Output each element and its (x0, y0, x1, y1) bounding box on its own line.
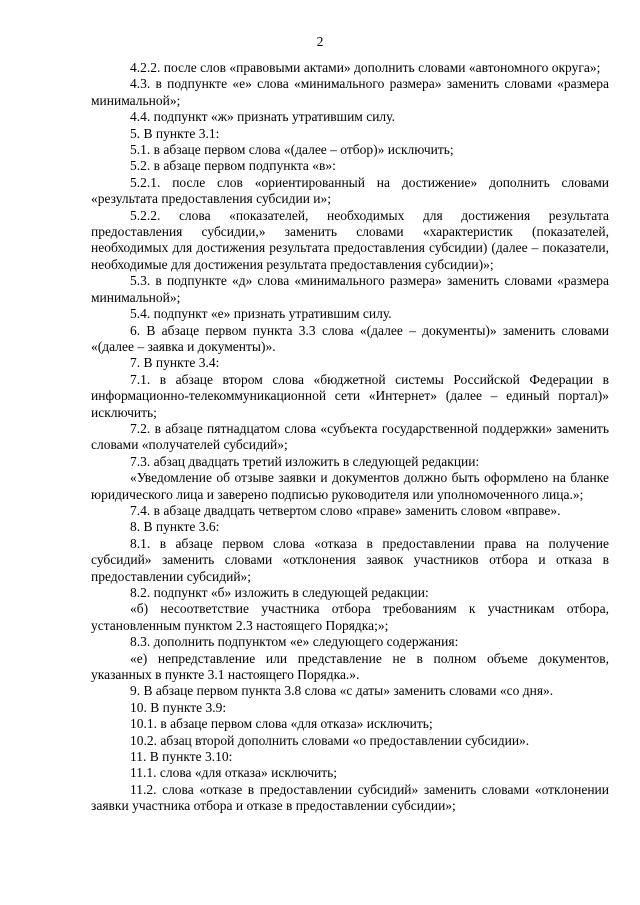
paragraph: 7.1. в абзаце втором слова «бюджетной системы Российской Федерации в информационно-телекоммуникационной сети «Интернет» (далее – единый портал)» исключить; (91, 371, 609, 420)
paragraph: 5.1. в абзаце первом слова «(далее – отбор)» исключить; (130, 142, 454, 158)
paragraph: 10. В пункте 3.9: (130, 699, 227, 715)
paragraph: 4.3. в подпункте «е» слова «минимального размера» заменить словами «размера минимальной»; (91, 76, 609, 108)
paragraph: 8. В пункте 3.6: (130, 519, 220, 535)
paragraph: 6. В абзаце первом пункта 3.3 слова «(далее – документы)» заменить словами «(далее – заявка и документы)». (91, 322, 609, 354)
paragraph: 11. В пункте 3.10: (130, 749, 233, 765)
paragraph: 5. В пункте 3.1: (130, 125, 220, 141)
paragraph: 7.4. в абзаце двадцать четвертом слово «праве» заменить словом «вправе». (130, 502, 561, 518)
paragraph: 10.1. в абзаце первом слова «для отказа» исключить; (130, 716, 433, 732)
page-number: 2 (316, 34, 324, 49)
paragraph: 5.4. подпункт «е» признать утратившим силу. (130, 306, 392, 322)
paragraph: 5.3. в подпункте «д» слова «минимального размера» заменить словами «размера минимальной»; (91, 273, 609, 305)
paragraph: 9. В абзаце первом пункта 3.8 слова «с даты» заменить словами «со дня». (130, 683, 554, 699)
paragraph: 8.3. дополнить подпунктом «е» следующего содержания: (130, 634, 459, 650)
paragraph: 4.4. подпункт «ж» признать утратившим силу. (130, 109, 395, 125)
paragraph: 7. В пункте 3.4: (130, 355, 220, 371)
paragraph: 5.2. в абзаце первом подпункта «в»: (130, 158, 336, 174)
document-body (91, 60, 609, 815)
paragraph: «Уведомление об отзыве заявки и документов должно быть оформлено на бланке юридического лица и заверено подписью руководителя или уполномоченного лица.»; (91, 470, 609, 502)
paragraph: «е) непредставление или представление не в полном объеме документов, указанных в пункте 3.1 настоящего Порядка.». (91, 650, 609, 683)
paragraph: 7.2. в абзаце пятнадцатом слова «субъекта государственной поддержки» заменить словами «получателей субсидий»; (91, 420, 609, 453)
paragraph: 8.1. в абзаце первом слова «отказа в предоставлении права на получение субсидий» заменить словами «отклонения заявок участников отбора и отказа в предоставлении субсидий»; (91, 535, 609, 584)
paragraph: 8.2. подпункт «б» изложить в следующей редакции: (130, 585, 429, 600)
paragraph: 11.2. слова «отказе в предоставлении субсидий» заменить словами «отклонении заявки участника отбора и отказе в предоставлении субсидии»; (91, 781, 609, 814)
paragraph: «б) несоответствие участника отбора требованиям к участникам отбора, установленным пунктом 2.3 настоящего Порядка;»; (91, 601, 609, 633)
paragraph: 4.2.2. после слов «правовыми актами» дополнить словами «автономного округа»; (130, 60, 601, 75)
paragraph: 11.1. слова «для отказа» исключить; (130, 765, 338, 781)
paragraph: 5.2.2. слова «показателей, необходимых для достижения результата предоставления субсидии,» заменить словами «характеристик (показателей, необходимых для достижения результата предоставления субсидии) (далее – показатели, необходимые для достижения результата предоставления субсидии)»; (91, 207, 609, 272)
paragraph: 7.3. абзац двадцать третий изложить в следующей редакции: (130, 453, 480, 469)
paragraph: 10.2. абзац второй дополнить словами «о предоставлении субсидии». (130, 732, 530, 748)
paragraph: 5.2.1. после слов «ориентированный на достижение» дополнить словами «результата предоставления субсидии и»; (91, 174, 609, 207)
